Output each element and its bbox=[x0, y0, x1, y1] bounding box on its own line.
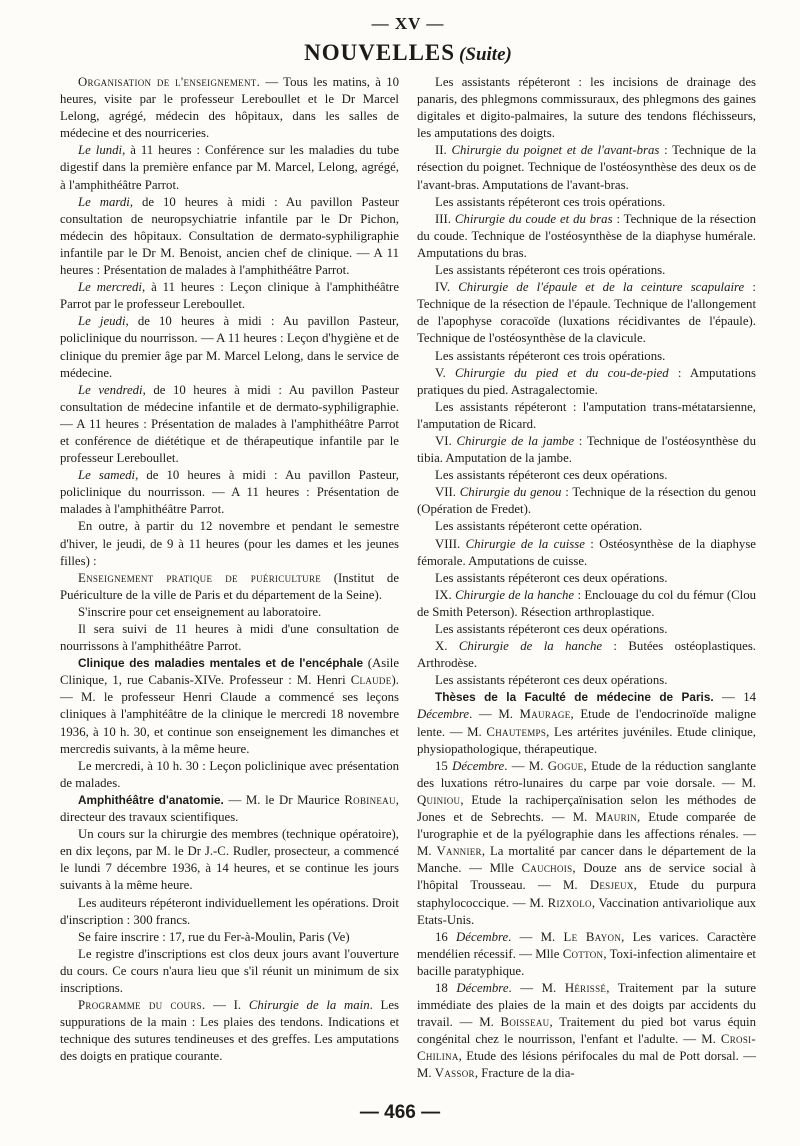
text-run: . — M. bbox=[508, 980, 565, 995]
paragraph bbox=[417, 194, 756, 211]
text-run: — Tous les matins, à 10 heures, visite par le professeur Lereboullet et le Dr Marcel Lelong, agrégé, médecin des hôpitaux, dans les salles de médecine et des nourriceries. bbox=[60, 75, 399, 141]
text-run: , La mortalité par cancer dans le département de la Manche. — Mlle bbox=[417, 844, 756, 876]
text-run: — 14 bbox=[713, 690, 756, 705]
text-run: , de 10 heures à midi : Au pavillon Pasteur, policlinique du nourrisson. — A 11 heures : Présentation de malades à l'amphithéâtre Parrot. bbox=[60, 468, 399, 517]
text-run: Boisseau bbox=[500, 1015, 550, 1030]
paragraph bbox=[60, 826, 399, 894]
text-run: , directeur des travaux scientifiques. bbox=[60, 792, 399, 825]
text-run: Le mardi bbox=[78, 194, 130, 209]
paragraph bbox=[417, 365, 756, 399]
text-run: 15 bbox=[435, 758, 453, 773]
paragraph bbox=[60, 279, 399, 313]
text-run: S'inscrire pour cet enseignement au laboratoire. bbox=[78, 604, 322, 619]
text-run: Les assistants répéteront ces deux opérations. bbox=[435, 468, 668, 483]
paragraph bbox=[417, 621, 756, 638]
paragraph bbox=[60, 655, 399, 758]
text-run: : Butées ostéoplastiques. Arthrodèse. bbox=[417, 639, 757, 671]
paragraph bbox=[60, 74, 399, 142]
text-run: Amphithéâtre d'anatomie. bbox=[78, 792, 224, 807]
paragraph bbox=[417, 399, 756, 433]
paragraph bbox=[417, 980, 756, 1083]
paragraph bbox=[417, 279, 756, 347]
paragraph bbox=[60, 570, 399, 604]
text-run: Cauchois bbox=[521, 861, 573, 876]
text-run: Cotton bbox=[562, 946, 604, 961]
text-run: Le vendredi bbox=[78, 382, 143, 397]
paragraph bbox=[60, 382, 399, 467]
text-run: Clinique des maladies mentales et de l'encéphale bbox=[78, 656, 364, 671]
paragraph bbox=[417, 518, 756, 535]
text-run: Les auditeurs répéteront individuellement les opérations. Droit d'inscription : 300 francs. bbox=[60, 895, 399, 927]
text-run: III. bbox=[435, 211, 455, 226]
title-suite: (Suite) bbox=[459, 44, 512, 65]
paragraph bbox=[417, 638, 756, 672]
text-run: , Etude comparée de l'urographie et de la pyélographie dans les affections rénales. — M. bbox=[417, 810, 756, 859]
text-run: Le jeudi bbox=[78, 314, 126, 329]
text-columns bbox=[60, 74, 756, 1083]
text-run: Les assistants répéteront cette opération. bbox=[435, 519, 643, 534]
text-run: Chirurgie de la cuisse bbox=[465, 536, 585, 551]
text-run: Gogue bbox=[547, 758, 584, 773]
text-run: — M. le Dr Maurice bbox=[223, 792, 345, 807]
text-run: Claude bbox=[350, 673, 392, 688]
text-run: II. bbox=[435, 143, 452, 158]
text-run: Un cours sur la chirurgie des membres (technique opératoire), en dix leçons, par M. le Dr J.-C. Rudler, prosecteur, a commencé le lundi 7 décembre 1936, à 14 heures, et se continue les jours suivants à la même heure. bbox=[60, 827, 399, 893]
text-run: . — M. bbox=[504, 758, 548, 773]
text-run: ). — M. le professeur Henri Claude a commencé ses leçons cliniques à l'amphitéâtre de la clinique le mercredi 18 novembre 1936, à 10 h. 30, et continue son enseignement les dimanches et mercredis suivants, à la même heure. bbox=[60, 673, 399, 756]
text-run: : Technique de la résection du coude. Technique de l'ostéosynthèse de la diaphyse humérale. Amputations du bras. bbox=[417, 211, 756, 260]
paragraph bbox=[417, 262, 756, 279]
text-run: Chirurgie du genou bbox=[459, 485, 562, 500]
text-run: IX. bbox=[435, 587, 456, 602]
paragraph bbox=[60, 758, 399, 792]
paragraph bbox=[417, 689, 756, 757]
text-run: — I. bbox=[205, 998, 249, 1013]
text-run: , Les varices. Caractère mendélien récessif. — Mlle bbox=[417, 929, 756, 961]
text-run: : Technique de l'ostéosynthèse du tibia. Amputation de la jambe. bbox=[417, 433, 756, 466]
text-run: . — M. bbox=[508, 929, 564, 944]
paragraph bbox=[417, 536, 756, 570]
text-run: , Traitement par la suture immédiate des plaies de la main et des doigts par accidents du travail. — M. bbox=[417, 980, 757, 1030]
text-run: Les assistants répéteront ces deux opérations. bbox=[435, 673, 668, 688]
text-run: Chirurgie de l'épaule et de la ceinture scapulaire bbox=[458, 280, 745, 295]
paragraph bbox=[60, 142, 399, 193]
paragraph bbox=[417, 587, 756, 621]
paragraph bbox=[417, 672, 756, 689]
text-run: Chirurgie de la main bbox=[248, 998, 370, 1013]
text-run: VIII. bbox=[435, 536, 466, 551]
text-run: (Institut de Puériculture de la ville de Paris et du département de la Seine). bbox=[60, 570, 400, 602]
page-title bbox=[60, 40, 756, 66]
paragraph bbox=[60, 895, 399, 929]
page-number: — 466 — bbox=[359, 1102, 441, 1123]
paragraph bbox=[60, 997, 399, 1065]
text-run: Les assistants répéteront ces trois opérations. bbox=[435, 194, 666, 209]
text-run: : Technique de la résection de l'épaule. Technique de l'allongement de l'apophyse coracoïde (luxations récidivantes de l'épaule). Technique de l'ostéosynthèse de la clavicule. bbox=[417, 280, 756, 346]
text-run: Enseignement pratique de puériculture bbox=[78, 570, 322, 585]
text-run: : Enclouage du col du fémur (Clou de Smith Peterson). Résection arthroplastique. bbox=[417, 587, 757, 619]
text-run: Se faire inscrire : 17, rue du Fer-à-Moulin, Paris (Ve) bbox=[78, 929, 350, 944]
text-run: Le lundi bbox=[78, 143, 123, 158]
paragraph bbox=[417, 570, 756, 587]
paragraph bbox=[417, 348, 756, 365]
text-run: , Les artérites juvéniles. Etude clinique, physiopathologique, thérapeutique. bbox=[417, 724, 756, 756]
roman-folio: — XV — bbox=[371, 14, 445, 33]
paragraph bbox=[60, 946, 399, 997]
text-run: , à 11 heures : Leçon clinique à l'amphithéâtre Parrot par le professeur Lereboullet. bbox=[60, 280, 399, 312]
text-run: Le registre d'inscriptions est clos deux jours avant l'ouverture du cours. Ce cours n'aura lieu que s'il réunit un minimum de six inscriptions. bbox=[60, 946, 399, 995]
text-run: Le Bayon bbox=[563, 929, 622, 944]
text-run: Thèses de la Faculté de médecine de Paris. bbox=[435, 690, 714, 705]
text-run: X. bbox=[435, 639, 459, 654]
text-run: Quiniou bbox=[417, 792, 461, 807]
paragraph bbox=[60, 467, 399, 518]
text-run: V. bbox=[435, 365, 455, 380]
paragraph bbox=[417, 484, 756, 518]
text-run: Organisation de l'enseignement. bbox=[78, 75, 261, 89]
text-run: Les assistants répéteront ces trois opérations. bbox=[435, 348, 666, 363]
text-run: Les assistants répéteront ces deux opérations. bbox=[435, 570, 668, 585]
text-run: Décembre bbox=[417, 707, 470, 722]
text-run: Vassor bbox=[434, 1066, 475, 1081]
text-run: , Etude des lésions périfocales du mal de Pott dorsal. — M. bbox=[417, 1049, 756, 1081]
text-run: Chirurgie de la jambe bbox=[456, 433, 574, 448]
text-run: IV. bbox=[435, 280, 459, 295]
text-run: , de 10 heures à midi : Au pavillon Pasteur consultation de médecine infantile et de dermato-syphiligraphie. — A 11 heures : Présentation de malades à l'amphithéâtre Parrot et conférence de diététique et de thérapeutique infantile par le professeur Lereboullet. bbox=[60, 382, 400, 466]
text-run: Vannier bbox=[436, 844, 482, 859]
text-run: En outre, à partir du 12 novembre et pendant le semestre d'hiver, le jeudi, de 9 à 11 heures (pour les dames et les jeunes filles) : bbox=[60, 519, 399, 568]
text-run: , Etude de la réduction sanglante des luxations rétro-lunaires du carpe par voie dorsale. — M. bbox=[417, 758, 757, 790]
text-run: Maurage bbox=[519, 707, 571, 722]
right-column bbox=[417, 74, 756, 1083]
text-run: , à 11 heures : Conférence sur les maladies du tube digestif dans la première enfance par M. Marcel, Lelong, agrégé, à l'amphithéâtre Parrot. bbox=[60, 143, 399, 192]
text-run: Maurin bbox=[595, 810, 637, 825]
paragraph bbox=[60, 313, 399, 381]
text-run: , Toxi-infection alimentaire et bacille paratyphique. bbox=[417, 946, 756, 978]
text-run: Crosi-Chilina bbox=[417, 1032, 756, 1064]
title-main: NOUVELLES bbox=[304, 40, 456, 65]
text-run: Le samedi bbox=[78, 468, 136, 483]
text-run: Décembre bbox=[452, 758, 505, 773]
paragraph bbox=[60, 194, 399, 279]
paragraph bbox=[60, 792, 399, 826]
text-run: (Asile Clinique, 1, rue Cabanis-XIVe. Professeur : M. Henri bbox=[60, 656, 399, 688]
paragraph bbox=[417, 74, 756, 142]
text-run: . — M. bbox=[469, 707, 520, 722]
text-run: Chautemps bbox=[486, 724, 547, 739]
paragraph bbox=[417, 467, 756, 484]
text-run: : Technique de la résection du genou (Opération de Fredet). bbox=[417, 485, 756, 517]
text-run: Chirurgie du poignet et de l'avant-bras bbox=[451, 143, 660, 158]
paragraph bbox=[417, 211, 756, 262]
text-run: Chirurgie du pied et du cou-de-pied bbox=[454, 365, 669, 380]
paragraph bbox=[60, 621, 399, 655]
text-run: Chirurgie de la hanche bbox=[458, 639, 603, 654]
text-run: Décembre bbox=[456, 929, 509, 944]
paragraph bbox=[417, 929, 756, 980]
paragraph bbox=[417, 433, 756, 467]
text-run: Les assistants répéteront ces trois opérations. bbox=[435, 263, 666, 278]
paragraph bbox=[60, 518, 399, 569]
text-run: : Technique de la résection du poignet. Technique de l'ostéosynthèse des deux os de l'avant-bras. Amputations de l'avant-bras. bbox=[417, 143, 757, 192]
paragraph bbox=[60, 604, 399, 621]
text-run: VII. bbox=[435, 485, 460, 500]
paragraph bbox=[417, 142, 756, 193]
text-run: . Les suppurations de la main : Les plaies des tendons. Indications et technique des sutures tendineuses et des greffes. Les amputations des doigts en pratique courante. bbox=[60, 998, 399, 1064]
text-run: , Etude du purpura staphylococcique. — M. bbox=[417, 878, 756, 910]
text-run: 16 bbox=[435, 929, 457, 944]
text-run: , Etude de l'endocrinoïde maligne lente. — M. bbox=[417, 707, 757, 739]
text-run: , Vaccination antivariolique aux Etats-Unis. bbox=[417, 895, 756, 927]
text-run: , Etude la rachiperçaïnisation selon les méthodes de Jones et de Sebrechts. — M. bbox=[417, 792, 756, 825]
text-run: Programme du cours. bbox=[78, 998, 206, 1013]
text-run: Décembre bbox=[456, 980, 509, 995]
text-run: Les assistants répéteront ces deux opérations. bbox=[435, 622, 668, 636]
text-run: , Traitement du pied bot varus équin congénital chez le nourrisson, l'enfant et l'adulte. — M. bbox=[417, 1015, 756, 1047]
text-run: 18 bbox=[435, 980, 457, 995]
text-run: Desjeux bbox=[589, 878, 634, 893]
text-run: Les assistants répéteront : l'amputation trans-métatarsienne, l'amputation de Ricard. bbox=[417, 399, 756, 431]
text-run: Les assistants répéteront : les incisions de drainage des panaris, des phlegmons commissuraux, des phlegmons des gaines digitales et digito-palmaires, la suture des tendons fléchisseurs, les amputations des doigts. bbox=[417, 75, 756, 141]
text-run: Chirurgie de la hanche bbox=[455, 587, 575, 602]
text-run: Il sera suivi de 11 heures à midi d'une consultation de nourrissons à l'amphithéâtre Parrot. bbox=[60, 622, 399, 654]
text-run: Le mercredi bbox=[78, 280, 142, 295]
text-run: : Amputations pratiques du pied. Astragalectomie. bbox=[417, 365, 756, 397]
paragraph bbox=[60, 929, 399, 946]
text-run: , Douze ans de service social à l'hôpital Trousseau. — M. bbox=[417, 861, 756, 893]
text-run: Hérissé bbox=[564, 980, 607, 995]
text-run: , de 10 heures à midi : Au pavillon Pasteur, policlinique du nourrisson. — A 11 heures : Leçon d'hygiène et de clinique du premier âge par M. Marcel Lelong, dans le service de médecine. bbox=[60, 314, 399, 380]
left-column bbox=[60, 74, 399, 1083]
paragraph bbox=[417, 758, 756, 929]
text-run: , Fracture de la dia- bbox=[474, 1066, 575, 1081]
text-run: Robineau bbox=[344, 792, 396, 807]
text-run: Rizxolo bbox=[547, 895, 592, 910]
text-run: Chirurgie du coude et du bras bbox=[454, 211, 613, 226]
text-run: Le mercredi, à 10 h. 30 : Leçon policlinique avec présentation de malades. bbox=[60, 758, 399, 790]
text-run: : Ostéosynthèse de la diaphyse fémorale. Amputations de cuisse. bbox=[417, 536, 756, 568]
text-run: VI. bbox=[435, 433, 457, 448]
text-run: , de 10 heures à midi : Au pavillon Pasteur consultation de neuropsychiatrie infantile par le Dr Pichon, médecin des hôpitaux. Consultation de dermato-syphiligraphie infantile par le Dr M. Benoist, ancien chef de clinique. — A 11 heures : Présentation de malades à l'amphithéâtre Parrot. bbox=[60, 194, 399, 278]
